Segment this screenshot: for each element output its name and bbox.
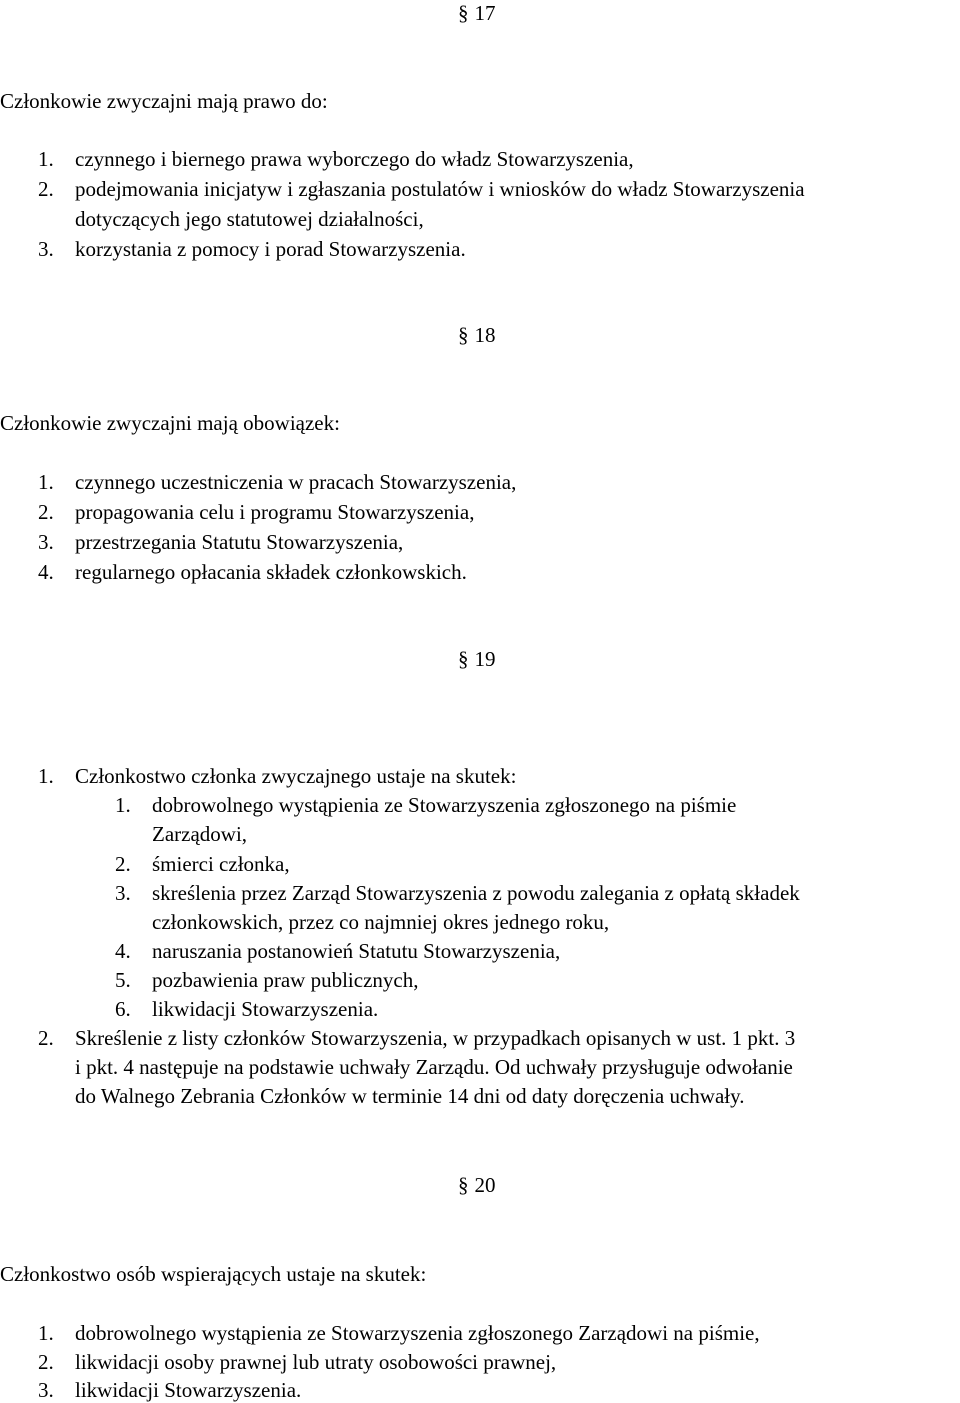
section-18-heading — [458, 322, 496, 348]
list-item-text: likwidacji osoby prawnej lub utraty osobowości prawnej, — [75, 1350, 557, 1374]
list-item-text: korzystania z pomocy i porad Stowarzyszenia. — [75, 237, 466, 261]
list-item-number: 2. — [38, 177, 54, 201]
sublist-item-text: dobrowolnego wystąpienia ze Stowarzyszenia zgłoszonego na piśmie — [152, 793, 737, 817]
list-item-number: 3. — [38, 1378, 54, 1402]
sublist-item-number: 3. — [115, 881, 131, 905]
list-item-text: przestrzegania Statutu Stowarzyszenia, — [75, 530, 404, 554]
list-item-text: podejmowania inicjatyw i zgłaszania postulatów i wniosków do władz Stowarzyszenia — [75, 177, 805, 201]
list-item-text: regularnego opłacania składek członkowskich. — [75, 560, 467, 584]
list-item-text: Skreślenie z listy członków Stowarzyszenia, w przypadkach opisanych w ust. 1 pkt. 3 — [75, 1026, 796, 1050]
list-item-number: 2. — [38, 1026, 54, 1050]
list-item-text: dotyczących jego statutowej działalności, — [75, 207, 424, 231]
sublist-item-number: 4. — [115, 939, 131, 963]
sublist-item-number: 5. — [115, 968, 131, 992]
section-sign: § — [458, 1173, 469, 1197]
list-item-text: i pkt. 4 następuje na podstawie uchwały Zarządu. Od uchwały przysługuje odwołanie — [75, 1055, 793, 1079]
list-item-text: Członkostwo członka zwyczajnego ustaje na skutek: — [75, 764, 517, 788]
list-item-number: 4. — [38, 560, 54, 584]
section-number: 18 — [474, 323, 496, 347]
section-sign: § — [458, 647, 469, 671]
list-item-text: likwidacji Stowarzyszenia. — [75, 1378, 302, 1402]
section-sign: § — [458, 1, 469, 25]
sublist-item-number: 2. — [115, 852, 131, 876]
section-18-intro: Członkowie zwyczajni mają obowiązek: — [0, 411, 340, 435]
list-item-number: 3. — [38, 530, 54, 554]
list-item-number: 2. — [38, 500, 54, 524]
section-sign: § — [458, 323, 469, 347]
list-item-number: 3. — [38, 237, 54, 261]
list-item-number: 1. — [38, 1321, 54, 1345]
list-item-number: 2. — [38, 1350, 54, 1374]
section-17-intro: Członkowie zwyczajni mają prawo do: — [0, 89, 328, 113]
sublist-item-text: członkowskich, przez co najmniej okres jednego roku, — [152, 910, 610, 934]
list-item-number: 1. — [38, 470, 54, 494]
section-19-heading — [458, 646, 496, 672]
sublist-item-text: naruszania postanowień Statutu Stowarzyszenia, — [152, 939, 561, 963]
list-item-text: dobrowolnego wystąpienia ze Stowarzyszenia zgłoszonego Zarządowi na piśmie, — [75, 1321, 760, 1345]
section-number: 17 — [474, 1, 496, 25]
section-number: 20 — [474, 1173, 496, 1197]
sublist-item-number: 6. — [115, 997, 131, 1021]
list-item-text: czynnego uczestniczenia w pracach Stowarzyszenia, — [75, 470, 517, 494]
sublist-item-text: likwidacji Stowarzyszenia. — [152, 997, 379, 1021]
section-17-heading — [458, 0, 496, 26]
list-item-number: 1. — [38, 147, 54, 171]
list-item-text: do Walnego Zebrania Członków w terminie 14 dni od daty doręczenia uchwały. — [75, 1084, 745, 1108]
sublist-item-text: pozbawienia praw publicznych, — [152, 968, 419, 992]
list-item-number: 1. — [38, 764, 54, 788]
list-item-text: propagowania celu i programu Stowarzyszenia, — [75, 500, 475, 524]
list-item-text: czynnego i biernego prawa wyborczego do władz Stowarzyszenia, — [75, 147, 634, 171]
section-20-intro: Członkostwo osób wspierających ustaje na skutek: — [0, 1262, 427, 1286]
sublist-item-number: 1. — [115, 793, 131, 817]
sublist-item-text: śmierci członka, — [152, 852, 290, 876]
section-20-heading — [458, 1172, 496, 1198]
sublist-item-text: Zarządowi, — [152, 822, 248, 846]
sublist-item-text: skreślenia przez Zarząd Stowarzyszenia z powodu zalegania z opłatą składek — [152, 881, 800, 905]
section-number: 19 — [474, 647, 496, 671]
